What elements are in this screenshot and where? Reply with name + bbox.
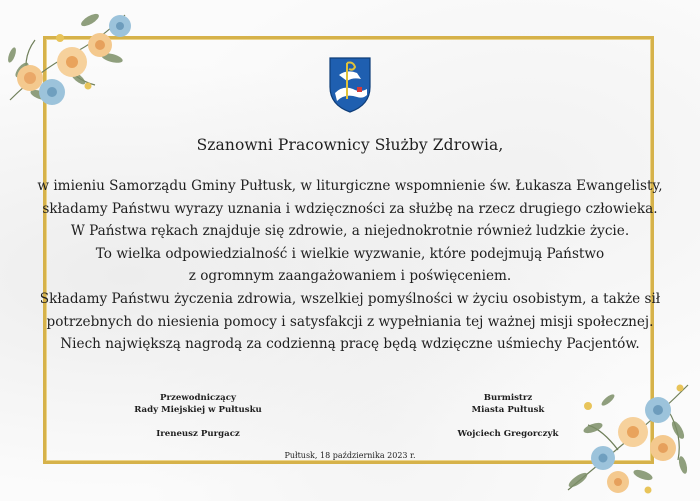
body-line: W Państwa rękach znajduje się zdrowie, a niejednokrotnie również ludzkie życie. [70, 223, 630, 240]
body-line: potrzebnych do niesienia pomocy i satysfakcji z wypełniania tej ważnej misji społecznej. [46, 313, 654, 330]
signatory-role: Miasta Pułtusk [471, 405, 545, 415]
coat-of-arms-icon [327, 55, 373, 115]
body-line: Składamy Państwu życzenia zdrowia, wszelkiej pomyślności w życiu osobistym, a także sił [39, 290, 661, 307]
body-line: w imieniu Samorządu Gminy Pułtusk, w liturgiczne wspomnienie św. Łukasza Ewangelisty, [37, 178, 663, 194]
signatory-name: Wojciech Gregorczyk [457, 429, 559, 439]
signatory-name: Ireneusz Purgacz [156, 429, 240, 439]
signatory-role: Przewodniczący [160, 393, 236, 403]
body-line: To wielka odpowiedzialność i wielkie wyzwanie, które podejmują Państwo [95, 245, 605, 262]
signatory-role: Rady Miejskiej w Pułtusku [134, 405, 262, 415]
signatory-role: Burmistrz [483, 393, 533, 403]
body-line: Niech największą nagrodą za codzienną pracę będą wdzięczne uśmiechy Pacjentów. [60, 336, 640, 353]
dateline: Pułtusk, 18 października 2023 r. [284, 451, 416, 460]
signature-block-right [403, 392, 613, 440]
greeting-title: Szanowni Pracownicy Służby Zdrowia, [196, 136, 504, 154]
body-line: z ogromnym zaangażowaniem i poświęceniem. [188, 268, 512, 285]
greeting-body [30, 175, 670, 356]
floral-corner-top-left-icon [0, 0, 145, 120]
body-line: składamy Państwu wyrazy uznania i wdzięczności za służbę na rzecz drugiego człowieka. [42, 200, 658, 217]
signature-block-left [93, 392, 303, 440]
